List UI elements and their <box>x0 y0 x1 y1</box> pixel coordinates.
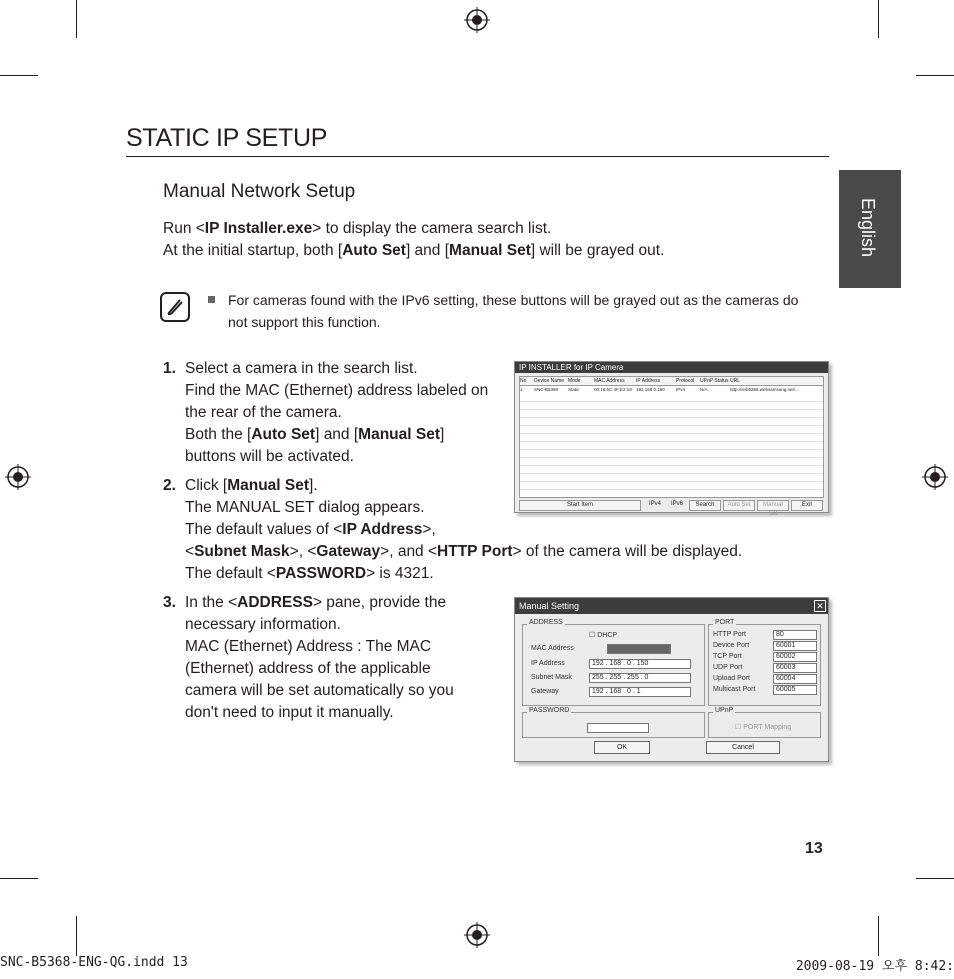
ok-button[interactable]: OK <box>594 741 650 754</box>
field-label: Subnet Mask <box>531 674 572 681</box>
cell: N/A <box>700 387 708 392</box>
mac-address-field <box>607 644 671 654</box>
slug-left: SNC-B5368-ENG-QG.indd 13 <box>0 955 188 970</box>
dialog-title: Manual Setting <box>519 601 580 611</box>
ipv6-radio[interactable]: IPv6 <box>670 501 683 507</box>
note-text: For cameras found with the IPv6 setting, these buttons will be grayed out as the cameras do not support this function. <box>228 292 799 330</box>
text: camera will be set automatically so you <box>185 682 454 699</box>
column-header: IP Address <box>636 378 661 384</box>
column-header: Protocol <box>676 378 695 384</box>
cell: http://snb5368.websamsung.net/... <box>730 387 799 392</box>
window-title: IP INSTALLER for IP Camera <box>515 362 828 373</box>
bold-text: ADDRESS <box>237 594 313 611</box>
port-mapping-label: PORT Mapping <box>743 724 792 731</box>
step-3 <box>163 592 503 724</box>
text: The MANUAL SET dialog appears. <box>185 499 425 516</box>
text: The default values of < <box>185 521 343 538</box>
manual-set-button[interactable]: Manual Set <box>757 500 789 511</box>
text: the rear of the camera. <box>185 404 342 421</box>
step-1 <box>163 358 503 468</box>
ipv4-radio[interactable]: IPv4 <box>648 501 661 507</box>
cell: 1 <box>520 387 523 392</box>
bold-text: IP Address <box>342 521 423 538</box>
column-header: Device Name <box>534 378 565 384</box>
text: >, and < <box>380 543 438 560</box>
bold-text: Manual Set <box>227 477 310 494</box>
bold-text: Auto Set <box>342 242 406 259</box>
close-icon[interactable]: ✕ <box>814 600 826 612</box>
bold-text: Subnet Mask <box>194 543 290 560</box>
text: Run < <box>163 220 205 237</box>
port-label: Device Port <box>713 642 750 649</box>
crop-mark <box>916 878 954 879</box>
registration-mark-icon <box>922 464 948 490</box>
page-title: STATIC IP SETUP <box>126 124 328 152</box>
field-label: Gateway <box>531 688 559 695</box>
registration-mark-icon <box>5 464 31 490</box>
registration-mark-icon <box>464 922 490 948</box>
title-rule <box>126 156 829 157</box>
text: > of the camera will be displayed. <box>512 543 743 560</box>
text: At the initial startup, both [ <box>163 242 343 259</box>
password-field[interactable] <box>587 723 649 733</box>
text: necessary information. <box>185 616 341 633</box>
cell: Static <box>568 387 580 392</box>
text: Select a camera in the search list. <box>185 360 418 377</box>
text: ] will be grayed out. <box>530 242 665 259</box>
column-header: MAC Address <box>594 378 625 384</box>
bold-text: Gateway <box>316 543 381 560</box>
manual-setting-screenshot <box>514 597 829 762</box>
group-label: PORT <box>715 619 735 626</box>
column-header: UPnP Status <box>700 378 729 384</box>
text: > pane, provide the <box>312 594 447 611</box>
text: Find the MAC (Ethernet) address labeled on <box>185 382 489 399</box>
exit-button[interactable]: Exit <box>791 500 823 511</box>
port-group <box>708 619 821 706</box>
gateway-field[interactable]: 192 . 168 . 0 . 1 <box>589 687 691 697</box>
multicast-port-field[interactable]: 60005 <box>773 685 817 695</box>
port-mapping-checkbox[interactable]: ☐ PORT Mapping <box>735 724 792 731</box>
step-number: 3. <box>163 594 176 611</box>
search-button[interactable]: Search <box>689 500 721 511</box>
bold-text: Auto Set <box>251 426 316 443</box>
crop-mark <box>76 916 77 956</box>
text: > is 4321. <box>366 565 434 582</box>
crop-mark <box>878 0 879 38</box>
tcp-port-field[interactable]: 60002 <box>773 652 817 662</box>
crop-mark <box>878 916 879 956</box>
text: >, <box>422 521 436 538</box>
dhcp-checkbox[interactable]: ☐ DHCP <box>589 632 618 639</box>
http-port-field[interactable]: 80 <box>773 630 817 640</box>
intro-paragraph <box>163 218 664 262</box>
text: > to display the camera search list. <box>312 220 552 237</box>
udp-port-field[interactable]: 60003 <box>773 663 817 673</box>
text: The default < <box>185 565 276 582</box>
upnp-group <box>708 707 821 738</box>
bold-text: Manual Set <box>449 242 531 259</box>
column-header: No <box>520 378 527 384</box>
text: Click [ <box>185 477 228 494</box>
bold-text: Manual Set <box>358 426 440 443</box>
text: MAC (Ethernet) Address : The MAC <box>185 638 432 655</box>
dhcp-label: DHCP <box>597 632 618 639</box>
password-group <box>522 707 705 738</box>
cell: 192.168.0.150 <box>636 387 665 392</box>
bold-text: PASSWORD <box>275 565 367 582</box>
ip-address-field[interactable]: 192 . 168 . 0 . 150 <box>589 659 691 669</box>
bullet-icon <box>208 296 215 303</box>
crop-mark <box>0 878 38 879</box>
registration-mark-icon <box>464 7 490 33</box>
cell: 00:16:6C:4F:E2:18 <box>594 387 632 392</box>
text: >, < <box>289 543 317 560</box>
camera-list <box>519 376 824 498</box>
crop-mark <box>916 75 954 76</box>
start-item-button[interactable]: Start Item <box>519 500 641 511</box>
column-header: URL <box>730 378 741 384</box>
table-row[interactable] <box>520 386 823 393</box>
cancel-button[interactable]: Cancel <box>706 741 780 754</box>
step-number: 1. <box>163 360 176 377</box>
text: (Ethernet) address of the applicable <box>185 660 431 677</box>
language-tab-label: English <box>858 198 878 258</box>
device-port-field[interactable]: 60001 <box>773 641 817 651</box>
bold-text: HTTP Port <box>437 543 513 560</box>
port-label: UDP Port <box>713 664 743 671</box>
crop-mark <box>0 75 38 76</box>
group-label: ADDRESS <box>529 619 563 626</box>
field-label: IP Address <box>531 660 565 667</box>
subnet-mask-field[interactable]: 255 . 255 . 255 . 0 <box>589 673 691 683</box>
ip-installer-screenshot <box>514 361 829 517</box>
note-pencil-icon <box>160 292 190 322</box>
section-title: Manual Network Setup <box>163 181 356 202</box>
text: Both the [ <box>185 426 252 443</box>
port-label: Multicast Port <box>713 686 756 693</box>
language-tab <box>839 170 901 288</box>
port-label: TCP Port <box>713 653 742 660</box>
address-group <box>522 619 705 706</box>
text: ] and [ <box>315 426 359 443</box>
port-label: HTTP Port <box>713 631 746 638</box>
bold-text: IP Installer.exe <box>204 220 313 237</box>
column-header: Mode <box>568 378 581 384</box>
group-label: PASSWORD <box>529 707 570 714</box>
cell: SNC-B5368 <box>534 387 559 392</box>
text: In the < <box>185 594 238 611</box>
installer-button-row <box>519 500 824 517</box>
text: don't need to input it manually. <box>185 704 394 721</box>
slug-right: 2009-08-19 오후 8:42: <box>795 959 954 974</box>
upload-port-field[interactable]: 60004 <box>773 674 817 684</box>
text: buttons will be activated. <box>185 448 354 465</box>
page-number: 13 <box>805 840 823 857</box>
crop-mark <box>76 0 77 38</box>
port-label: Upload Port <box>713 675 750 682</box>
text: < <box>185 543 195 560</box>
step-number: 2. <box>163 477 176 494</box>
text: ] and [ <box>405 242 450 259</box>
auto-set-button[interactable]: Auto Set <box>723 500 755 511</box>
table-header <box>520 377 823 386</box>
text: ]. <box>309 477 318 494</box>
field-label: MAC Address <box>531 645 574 652</box>
group-label: UPnP <box>715 707 734 714</box>
text: ] <box>440 426 445 443</box>
cell: IPv4 <box>676 387 686 392</box>
